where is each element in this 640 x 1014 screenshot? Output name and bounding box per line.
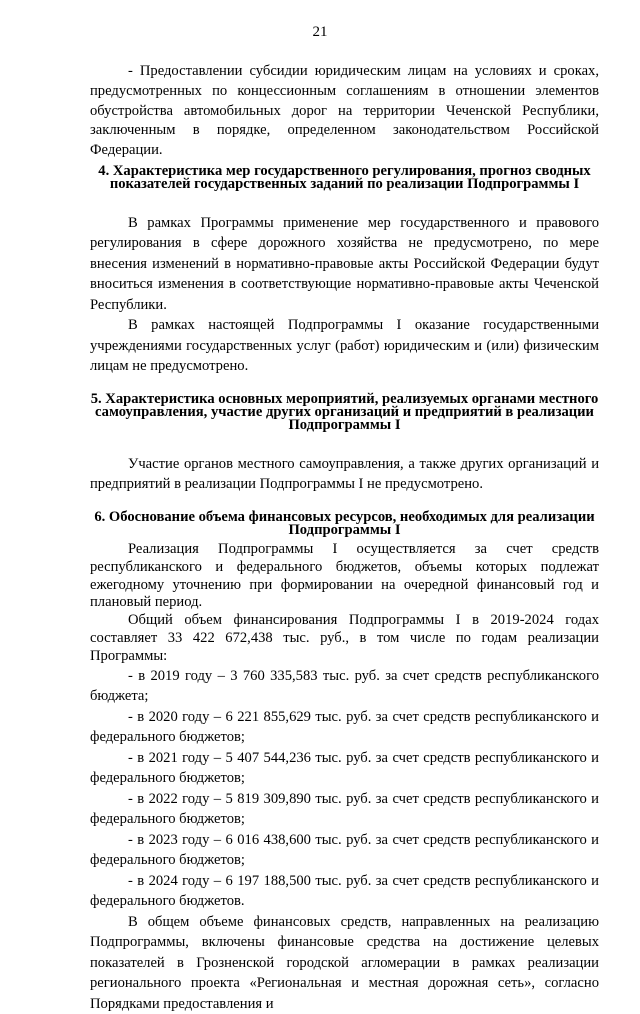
funding-year-item: - в 2021 году – 5 407 544,236 тыс. руб. за счет средств республиканского и федерального бюджетов; [90,749,599,787]
funding-year-item: - в 2019 году – 3 760 335,583 тыс. руб. за счет средств республиканского бюджета; [90,667,599,705]
section-6-closing-paragraph: В общем объеме финансовых средств, направленных на реализацию Подпрограммы, включены финансовые средства на достижение целевых показателей в Грозненской городской агломерации в рамках реализации регионального проекта «Региональная и местная дорожная сеть», согласно Порядками предоставления и [90,913,599,1012]
section-5-paragraph-1: Участие органов местного самоуправления, а также других организаций и предприятий в реализации Подпрограммы I не предусмотрено. [90,455,599,493]
section-6-paragraph-2: Общий объем финансирования Подпрограммы I в 2019-2024 годах составляет 33 422 672,438 тыс. руб., в том числе по годам реализации Программы: [90,612,599,664]
page-content [90,62,599,1014]
intro-bullet-paragraph: - Предоставлении субсидии юридическим лицам на условиях и сроках, предусмотренных по концессионным соглашениям в отношении элементов обустройства автомобильных дорог на территории Чеченской Республики, заключенным в порядке, определенном законодательством Российской Федерации. [90,63,599,159]
section-5-heading: 5. Характеристика основных мероприятий, реализуемых органами местного самоуправления, участие других организаций и предприятий в реализации Подпрограммы I [90,390,599,433]
funding-year-item: - в 2023 году – 6 016 438,600 тыс. руб. за счет средств республиканского и федерального бюджетов; [90,831,599,869]
section-4-paragraph-2: В рамках настоящей Подпрограммы I оказание государственными учреждениями государственных услуг (работ) юридическим и (или) физическим лицам не предусмотрено. [90,317,599,375]
funding-year-item: - в 2022 году – 5 819 309,890 тыс. руб. за счет средств республиканского и федерального бюджетов; [90,790,599,828]
funding-year-item: - в 2024 году – 6 197 188,500 тыс. руб. за счет средств республиканского и федерального бюджетов. [90,872,599,910]
section-4-heading: 4. Характеристика мер государственного регулирования, прогноз сводных показателей государственных заданий по реализации Подпрограммы I [98,162,591,192]
section-6-paragraph-1: Реализация Подпрограммы I осуществляется за счет средств республиканского и федерального бюджетов, объемы которых подлежат ежегодному уточнению при формировании на очередной финансовый год и плановый период. [90,540,599,611]
page-number: 21 [312,24,328,40]
funding-year-item: - в 2020 году – 6 221 855,629 тыс. руб. за счет средств республиканского и федерального бюджетов; [90,708,599,746]
spacer [90,432,599,454]
spacer [90,191,599,213]
section-6-heading: 6. Обоснование объема финансовых ресурсов, необходимых для реализации Подпрограммы I [94,508,595,538]
section-4-paragraph-1: В рамках Программы применение мер государственного и правового регулирования в сфере дорожного хозяйства не предусмотрено, по мере внесения изменений в нормативно-правовые акты Российской Федерации будут вноситься изменения в соответствующие нормативно-правовые акты Чеченской Республики. [90,214,599,313]
